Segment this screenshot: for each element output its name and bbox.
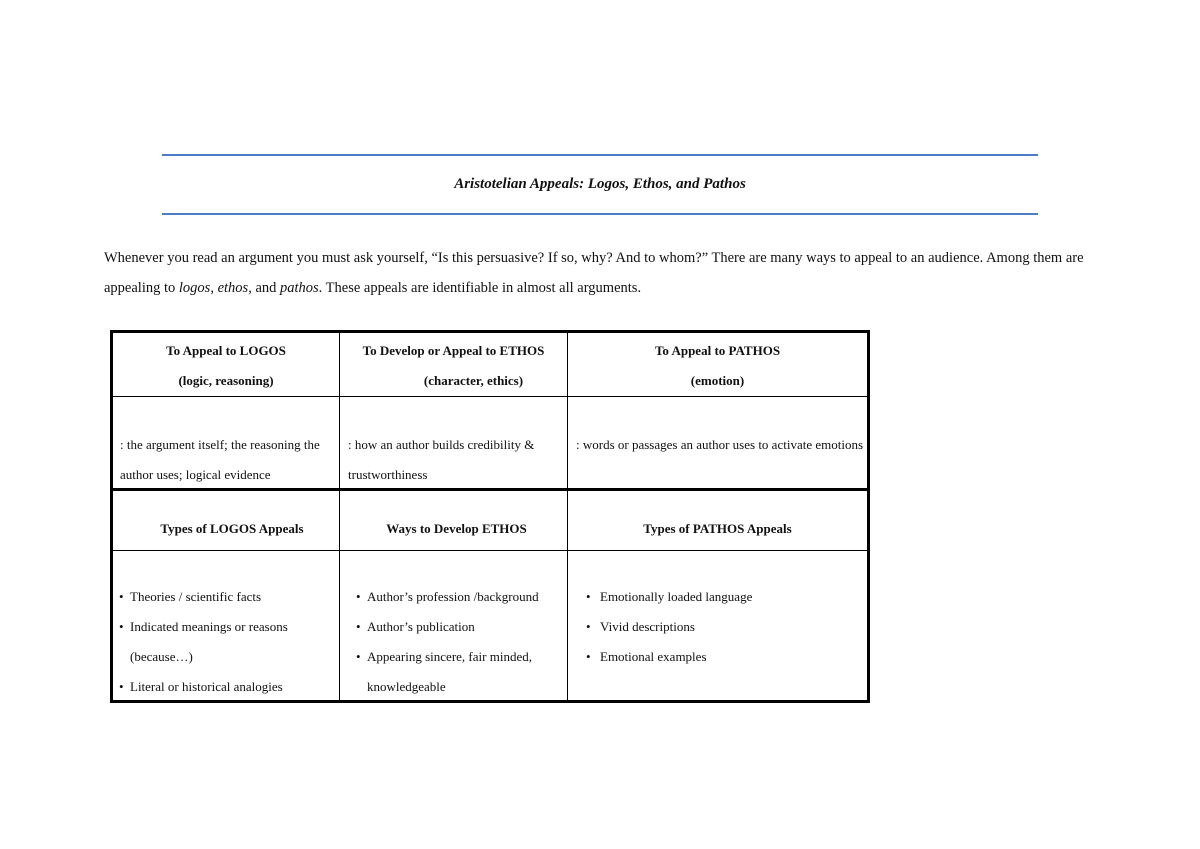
document-title: Aristotelian Appeals: Logos, Ethos, and Pathos (454, 176, 746, 192)
title-rule-top (162, 154, 1038, 156)
intro-separator: , and (248, 280, 280, 296)
ethos-appeal-list (356, 582, 566, 700)
table-list-row (113, 550, 867, 700)
list-item: • Theories / scientific facts (119, 582, 329, 612)
header-subtitle: (character, ethics) (423, 373, 524, 388)
pathos-appeal-list (586, 582, 856, 672)
list-item: • Author’s publication (356, 612, 566, 642)
intro-term-pathos: pathos (280, 280, 319, 296)
list-item: • Appearing sincere, fair minded, knowledgeable (356, 642, 566, 700)
types-cell-ethos (340, 488, 568, 550)
definition-cell-ethos (340, 396, 568, 488)
definition-cell-pathos (568, 396, 867, 488)
table-types-row (113, 488, 867, 551)
header-title: To Appeal to LOGOS (166, 343, 286, 358)
title-rule-bottom (162, 213, 1038, 215)
intro-term-ethos: ethos (217, 280, 249, 296)
list-item: • Emotional examples (586, 642, 856, 672)
types-cell-logos (113, 488, 340, 550)
header-cell-logos (113, 333, 340, 396)
table-definition-row (113, 396, 867, 491)
definition-text: : words or passages an author uses to activate emotions (576, 437, 864, 452)
header-title: To Develop or Appeal to ETHOS (362, 343, 545, 358)
list-item: • Emotionally loaded language (586, 582, 856, 612)
header-subtitle: (logic, reasoning) (178, 373, 274, 388)
definition-cell-logos (113, 396, 340, 488)
intro-separator: , (210, 280, 218, 296)
intro-paragraph (104, 243, 1124, 303)
list-item: • Literal or historical analogies (119, 672, 329, 700)
types-cell-pathos (568, 488, 867, 550)
list-cell-logos (113, 550, 340, 700)
list-item: • Author’s profession /background (356, 582, 566, 612)
table-header-row (113, 333, 867, 397)
definition-text: : the argument itself; the reasoning the author uses; logical evidence (120, 437, 320, 482)
header-cell-pathos (568, 333, 867, 396)
intro-term-logos: logos (178, 280, 211, 296)
appeals-table (110, 330, 870, 703)
types-heading: Ways to Develop ETHOS (386, 521, 527, 536)
intro-text-start: Whenever you read an argument you must ask yourself, “Is this persuasive? If so, why? And to whom?” There are many ways to appeal to an audience. Among them are appealing to (104, 250, 1084, 296)
list-cell-pathos (568, 550, 867, 700)
list-cell-ethos (340, 550, 568, 700)
header-subtitle: (emotion) (690, 373, 745, 388)
header-cell-ethos (340, 333, 568, 396)
types-heading: Types of PATHOS Appeals (643, 521, 792, 536)
types-heading: Types of LOGOS Appeals (160, 521, 304, 536)
definition-text: : how an author builds credibility & trustworthiness (348, 437, 535, 482)
list-item: • Indicated meanings or reasons (because…) (119, 612, 329, 672)
list-item: • Vivid descriptions (586, 612, 856, 642)
intro-text-end: . These appeals are identifiable in almost all arguments. (318, 280, 642, 296)
logos-appeal-list (119, 582, 329, 700)
header-title: To Appeal to PATHOS (654, 343, 781, 358)
